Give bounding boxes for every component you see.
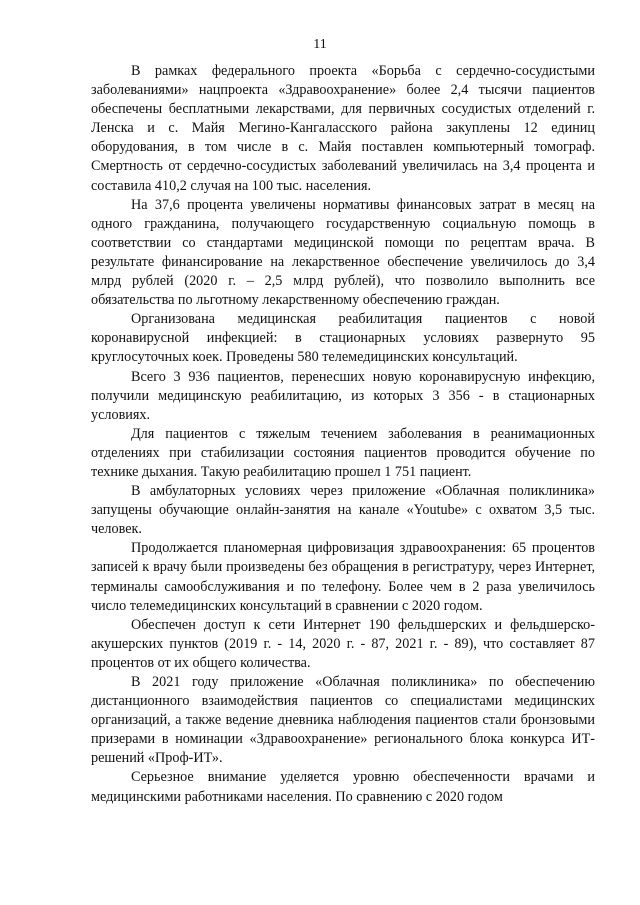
paragraph-financing: На 37,6 процента увеличены нормативы финансовых затрат в месяц на одного гражданина, получающего государственную социальную помощь в соответствии со стандартами медицинской помощи по рецептам врача. В результате финансирование на лекарственное обеспечение увеличилось до 3,4 млрд рублей (2020 г. – 2,5 млрд рублей), что позволило выполнить все обязательства по льготному лекарственному обеспечению граждан. (91, 196, 595, 309)
paragraph-staffing: Серьезное внимание уделяется уровню обеспеченности врачами и медицинскими работниками населения. По сравнению с 2020 годом (91, 769, 595, 805)
page-number: 11 (313, 37, 327, 52)
paragraph-digitalization: Продолжается планомерная цифровизация здравоохранения: 65 процентов записей к врачу были произведены без обращения в регистратуру, через Интернет, терминалы самообслуживания и по телефону. Более чем в 2 раза увеличилось число телемедицинских консультаций в сравнении с 2020 годом. (91, 540, 595, 614)
document-body (91, 62, 595, 807)
paragraph-cloud-clinic-award: В 2021 году приложение «Облачная поликлиника» по обеспечению дистанционного взаимодействия пациентов со специалистами медицинских организаций, а также ведение дневника наблюдения пациентов стали бронзовыми призерами в номинации «Здравоохранение» регионального блока конкурса ИТ-решений «Проф-ИТ». (91, 674, 595, 767)
paragraph-cardiovascular: В рамках федерального проекта «Борьба с сердечно-сосудистыми заболеваниями» нацпроекта «Здравоохранение» более 2,4 тысячи пациентов обеспечены бесплатными лекарствами, для первичных сосудистых отделений г. Ленска и с. Майя Мегино-Кангаласского района закуплены 12 единиц оборудования, в том числе в с. Майя поставлен компьютерный томограф. Смертность от сердечно-сосудистых заболеваний увеличилась на 3,4 процента и составила 410,2 случая на 100 тыс. населения. (91, 63, 595, 194)
paragraph-breathing-training: Для пациентов с тяжелым течением заболевания в реанимационных отделениях при стабилизации состояния пациентов проводится обучение по технике дыхания. Такую реабилитацию прошел 1 751 пациент. (91, 425, 595, 480)
paragraph-rehabilitation: Организована медицинская реабилитация пациентов с новой коронавирусной инфекцией: в стационарных условиях развернуто 95 круглосуточных коек. Проведены 580 телемедицинских консультаций. (91, 311, 595, 366)
paragraph-online-classes: В амбулаторных условиях через приложение «Облачная поликлиника» запущены обучающие онлайн-занятия на канале «Youtube» с охватом 3,5 тыс. человек. (91, 483, 595, 538)
paragraph-covid-patients: Всего 3 936 пациентов, перенесших новую коронавирусную инфекцию, получили медицинскую реабилитацию, из которых 3 356 - в стационарных условиях. (91, 368, 595, 423)
paragraph-internet-access: Обеспечен доступ к сети Интернет 190 фельдшерских и фельдшерско-акушерских пунктов (2019 г. - 14, 2020 г. - 87, 2021 г. - 89), что составляет 87 процентов от их общего количества. (91, 616, 595, 671)
